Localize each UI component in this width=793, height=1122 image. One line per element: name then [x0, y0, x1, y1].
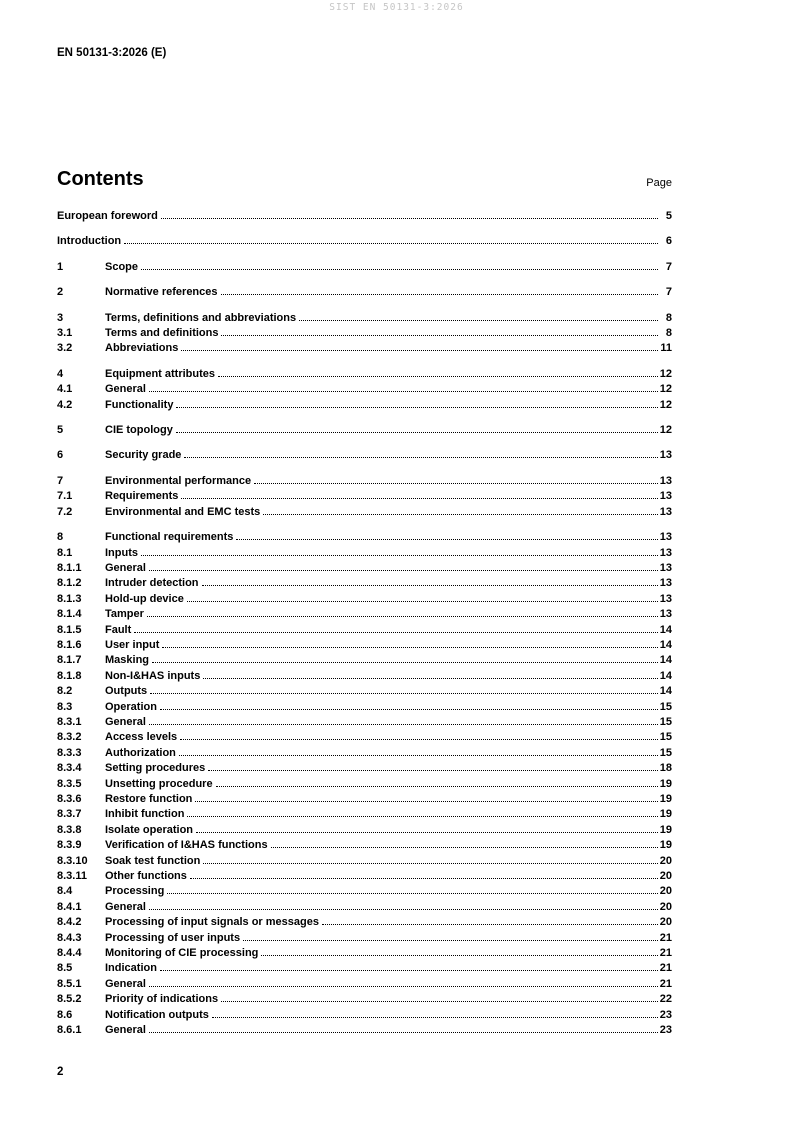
toc-entry-title: Hold-up device	[105, 592, 184, 605]
toc-entry-number: 8.3.3	[57, 746, 82, 759]
toc-entry-page: 20	[659, 900, 672, 913]
dot-leader	[203, 863, 657, 864]
toc-entry-page: 15	[659, 700, 672, 713]
toc-entry-number: 8.3.10	[57, 854, 88, 867]
toc-entry-page: 13	[659, 577, 672, 590]
toc-entry-page: 22	[659, 993, 672, 1006]
toc-entry-number: 8.3.8	[57, 823, 82, 836]
dot-leader	[202, 585, 658, 586]
toc-entry-title: General	[105, 977, 146, 990]
toc-entry-page: 12	[659, 424, 672, 437]
toc-entry-number: 8.1.7	[57, 654, 82, 667]
toc-entry-title: Operation	[105, 700, 157, 713]
toc-entry	[57, 900, 672, 915]
dot-leader	[150, 693, 658, 694]
dot-leader	[141, 555, 658, 556]
dot-leader	[149, 1032, 658, 1033]
dot-leader	[203, 678, 657, 679]
toc-entry-page: 19	[659, 839, 672, 852]
toc-entry-page: 15	[659, 731, 672, 744]
toc-entry-number: 8.2	[57, 685, 73, 698]
toc-entry	[57, 653, 672, 668]
dot-leader	[221, 1001, 658, 1002]
toc-entry	[57, 977, 672, 992]
toc-entry	[57, 746, 672, 761]
dot-leader	[176, 407, 657, 408]
toc-entry-number: 1	[57, 260, 64, 273]
toc-entry-number: 8.3	[57, 700, 73, 713]
toc-entry	[57, 341, 672, 356]
toc-entry-page: 8	[665, 311, 672, 324]
toc-entry	[57, 869, 672, 884]
toc-entry-page: 14	[659, 654, 672, 667]
toc-entry	[57, 623, 672, 638]
toc-entry	[57, 561, 672, 576]
toc-entry-title: General	[105, 715, 146, 728]
toc-entry-title: Monitoring of CIE processing	[105, 947, 259, 960]
toc-entry	[57, 576, 672, 591]
contents-title: Contents	[57, 168, 144, 190]
toc-entry	[57, 474, 672, 489]
dot-leader	[187, 601, 658, 602]
toc-entry-number: 8.4.4	[57, 947, 82, 960]
toc-entry	[57, 505, 672, 520]
toc-entry	[57, 777, 672, 792]
dot-leader	[149, 986, 658, 987]
toc-entry-number: 8.4	[57, 885, 73, 898]
dot-leader	[221, 294, 658, 295]
toc-entry-page: 13	[659, 608, 672, 621]
toc-entry-page: 19	[659, 793, 672, 805]
toc-entry-page: 20	[659, 870, 672, 883]
toc-entry	[57, 448, 672, 463]
toc-entry-number: 7	[57, 474, 64, 487]
toc-entry	[57, 792, 672, 807]
toc-entry-page: 15	[659, 715, 672, 728]
footer-page-number: 2	[57, 1066, 64, 1078]
toc-entry	[57, 884, 672, 899]
toc-entry-title: Priority of indications	[105, 993, 219, 1006]
dot-leader	[212, 1017, 658, 1018]
toc-entry	[57, 260, 672, 275]
toc-entry	[57, 326, 672, 341]
toc-entry-number: 8.3.1	[57, 715, 82, 728]
toc-entry-page: 18	[659, 762, 672, 775]
toc-entry-title: Indication	[105, 962, 157, 975]
toc-entry-page: 5	[665, 210, 672, 222]
toc-entry-page: 20	[659, 854, 672, 867]
dot-leader	[184, 457, 657, 458]
toc-entry-page: 7	[665, 260, 672, 273]
toc-entry-page: 6	[665, 235, 672, 248]
toc-entry-title: Inhibit function	[105, 808, 185, 821]
toc-entry	[57, 823, 672, 838]
toc-entry-page: 14	[659, 669, 672, 682]
toc-entry	[57, 931, 672, 946]
toc-entry-page: 23	[659, 1008, 672, 1021]
toc-entry-page: 19	[659, 777, 672, 790]
toc-entry-page: 8	[665, 327, 672, 340]
toc-entry-number: 7.2	[57, 505, 73, 518]
toc-entry-page: 20	[659, 885, 672, 898]
toc-entry-number: 4	[57, 367, 64, 380]
toc-entry-number: 8.3.11	[57, 870, 87, 883]
toc-entry	[57, 382, 672, 397]
toc-entry	[57, 946, 672, 961]
toc-entry	[57, 489, 672, 504]
toc-list	[57, 209, 672, 1039]
toc-entry	[57, 992, 672, 1007]
toc-entry	[57, 669, 672, 684]
toc-entry-page: 13	[659, 490, 672, 503]
toc-entry-page: 14	[659, 685, 672, 698]
toc-entry-page: 12	[659, 383, 672, 396]
toc-entry-page: 11	[660, 342, 672, 355]
toc-entry-title: Authorization	[105, 746, 176, 759]
toc-entry	[57, 285, 672, 300]
dot-leader	[221, 335, 658, 336]
toc-entry-number: 8.1.1	[57, 561, 82, 574]
toc-entry-number: 3.1	[57, 327, 73, 340]
toc-entry-number: 8.6	[57, 1008, 73, 1021]
toc-entry-title: Processing of user inputs	[105, 931, 241, 944]
dot-leader	[218, 376, 658, 377]
toc-entry-number: 8.4.3	[57, 931, 82, 944]
toc-entry-page: 23	[659, 1024, 672, 1037]
toc-entry-page: 13	[659, 561, 672, 574]
toc-entry-title: Fault	[105, 623, 132, 636]
toc-entry-number: 2	[57, 286, 64, 299]
toc-entry-page: 13	[659, 546, 672, 559]
dot-leader	[161, 218, 658, 219]
toc-entry-title: Terms and definitions	[105, 327, 219, 340]
toc-entry-number: 8.1.3	[57, 592, 82, 605]
page-column-label: Page	[646, 177, 672, 189]
toc-entry-page: 20	[659, 916, 672, 929]
dot-leader	[149, 909, 658, 910]
toc-entry-number: 8.3.4	[57, 762, 82, 775]
dot-leader	[236, 539, 657, 540]
toc-entry-title: Functional requirements	[105, 531, 234, 544]
toc-entry-page: 12	[659, 398, 672, 411]
dot-leader	[162, 647, 657, 648]
dot-leader	[208, 770, 658, 771]
dot-leader	[271, 847, 658, 848]
toc-entry	[57, 961, 672, 976]
toc-entry-title: Notification outputs	[105, 1008, 209, 1021]
toc-entry-title: Requirements	[105, 490, 179, 503]
dot-leader	[299, 320, 658, 321]
toc-entry-title: European foreword	[57, 210, 158, 222]
toc-entry	[57, 807, 672, 822]
toc-entry	[57, 423, 672, 438]
dot-leader	[322, 924, 658, 925]
dot-leader	[263, 514, 657, 515]
toc-entry	[57, 915, 672, 930]
dot-leader	[187, 816, 657, 817]
toc-entry	[57, 592, 672, 607]
toc-entry	[57, 546, 672, 561]
document-reference: EN 50131-3:2026 (E)	[57, 47, 167, 59]
toc-entry	[57, 311, 672, 326]
toc-entry	[57, 838, 672, 853]
toc-entry-number: 8.1.8	[57, 669, 82, 682]
toc-entry-title: Soak test function	[105, 854, 201, 867]
toc-entry	[57, 730, 672, 745]
toc-entry	[57, 1023, 672, 1038]
dot-leader	[149, 724, 658, 725]
dot-leader	[160, 709, 658, 710]
toc-entry-title: Setting procedures	[105, 762, 206, 775]
toc-entry-number: 8.1.6	[57, 638, 82, 651]
toc-entry-title: Inputs	[105, 546, 138, 559]
dot-leader	[160, 970, 658, 971]
toc-entry	[57, 761, 672, 776]
toc-entry-title: Environmental performance	[105, 474, 252, 487]
dot-leader	[190, 878, 658, 879]
toc-entry-title: Normative references	[105, 286, 218, 299]
toc-entry-title: Unsetting procedure	[105, 777, 213, 790]
toc-entry-title: General	[105, 900, 146, 913]
toc-entry-title: Equipment attributes	[105, 367, 216, 380]
toc-entry	[57, 607, 672, 622]
toc-entry-title: Environmental and EMC tests	[105, 505, 261, 518]
dot-leader	[181, 350, 658, 351]
toc-entry-title: Masking	[105, 654, 150, 667]
toc-entry-number: 8.3.7	[57, 808, 82, 821]
dot-leader	[254, 483, 658, 484]
toc-entry-title: Introduction	[57, 235, 122, 248]
dot-leader	[152, 662, 658, 663]
dot-leader	[180, 739, 658, 740]
toc-entry-number: 4.1	[57, 383, 73, 396]
toc-entry	[57, 209, 672, 224]
toc-entry-number: 8.3.2	[57, 731, 82, 744]
toc-entry-title: Access levels	[105, 731, 178, 744]
dot-leader	[196, 832, 658, 833]
dot-leader	[147, 616, 658, 617]
toc-entry-title: Security grade	[105, 449, 182, 462]
toc-entry-page: 21	[659, 947, 672, 960]
toc-entry-page: 13	[659, 505, 672, 518]
toc-entry	[57, 684, 672, 699]
toc-entry-number: 8.5.2	[57, 993, 82, 1006]
toc-entry-number: 8.1.2	[57, 577, 82, 590]
toc-entry-number: 8.4.2	[57, 916, 82, 929]
toc-entry-page: 7	[665, 286, 672, 299]
toc-entry-title: User input	[105, 638, 160, 651]
toc-entry-page: 19	[659, 823, 672, 836]
toc-entry-title: Scope	[105, 260, 139, 273]
toc-entry-number: 8.3.9	[57, 839, 82, 852]
toc-entry-number: 8.3.5	[57, 777, 82, 790]
toc-entry-number: 3	[57, 311, 64, 324]
toc-entry	[57, 1008, 672, 1023]
toc-entry-title: CIE topology	[105, 424, 173, 437]
toc-entry-title: Terms, definitions and abbreviations	[105, 311, 297, 324]
toc-entry-page: 12	[659, 367, 672, 380]
toc-entry-page: 14	[659, 623, 672, 636]
toc-entry-page: 13	[659, 449, 672, 462]
watermark-text: SIST EN 50131-3:2026	[329, 2, 464, 13]
dot-leader	[195, 801, 657, 802]
toc-entry-title: Processing of input signals or messages	[105, 916, 319, 929]
toc-entry-number: 3.2	[57, 342, 73, 355]
toc-entry-number: 8	[57, 531, 64, 544]
toc-entry-number: 4.2	[57, 398, 73, 411]
toc-entry-page: 13	[659, 474, 672, 487]
contents-header	[57, 168, 672, 191]
dot-leader	[167, 893, 657, 894]
toc-entry-title: Processing	[105, 885, 165, 898]
toc-entry-number: 8.5	[57, 962, 73, 975]
toc-entry-title: Isolate operation	[105, 823, 194, 836]
toc-entry-page: 21	[659, 977, 672, 990]
dot-leader	[149, 570, 658, 571]
toc-entry-title: Outputs	[105, 685, 148, 698]
toc-entry-title: Other functions	[105, 870, 187, 883]
toc-entry-title: Intruder detection	[105, 577, 199, 590]
toc-entry	[57, 854, 672, 869]
toc-entry-title: Non-I&HAS inputs	[105, 669, 201, 682]
dot-leader	[141, 269, 658, 270]
dot-leader	[181, 498, 657, 499]
toc-entry	[57, 530, 672, 545]
toc-entry-number: 8.5.1	[57, 977, 82, 990]
toc-entry-page: 14	[659, 638, 672, 651]
toc-entry-title: Restore function	[105, 793, 193, 805]
toc-entry-title: General	[105, 561, 146, 574]
toc-entry-page: 21	[659, 962, 672, 975]
toc-entry-title: Tamper	[105, 608, 144, 621]
toc-entry-number: 8.1.5	[57, 623, 82, 636]
toc-entry-number: 8.1	[57, 546, 73, 559]
toc-entry-number: 8.3.6	[57, 793, 82, 805]
dot-leader	[261, 955, 657, 956]
toc-entry	[57, 638, 672, 653]
toc-entry	[57, 398, 672, 413]
toc-entry-title: General	[105, 383, 146, 396]
toc-entry-number: 6	[57, 449, 64, 462]
toc-entry-page: 19	[659, 808, 672, 821]
dot-leader	[124, 243, 658, 244]
dot-leader	[134, 632, 657, 633]
toc-entry-number: 5	[57, 424, 64, 437]
toc-entry-number: 8.6.1	[57, 1024, 82, 1037]
toc-entry-page: 13	[659, 592, 672, 605]
dot-leader	[149, 391, 658, 392]
toc-entry-title: Verification of I&HAS functions	[105, 839, 268, 852]
toc-entry	[57, 234, 672, 249]
toc-entry-page: 15	[659, 746, 672, 759]
dot-leader	[216, 786, 658, 787]
toc-entry-number: 8.1.4	[57, 608, 82, 621]
toc-entry-number: 8.4.1	[57, 900, 82, 913]
dot-leader	[176, 432, 658, 433]
toc-entry-page: 21	[659, 931, 672, 944]
dot-leader	[243, 940, 658, 941]
toc-entry-number: 7.1	[57, 490, 73, 503]
toc-entry-title: General	[105, 1024, 146, 1037]
toc-entry-page: 13	[659, 531, 672, 544]
dot-leader	[179, 755, 658, 756]
toc-entry-title: Functionality	[105, 398, 174, 411]
toc-entry	[57, 367, 672, 382]
toc-entry	[57, 715, 672, 730]
toc-entry	[57, 700, 672, 715]
toc-entry-title: Abbreviations	[105, 342, 179, 355]
